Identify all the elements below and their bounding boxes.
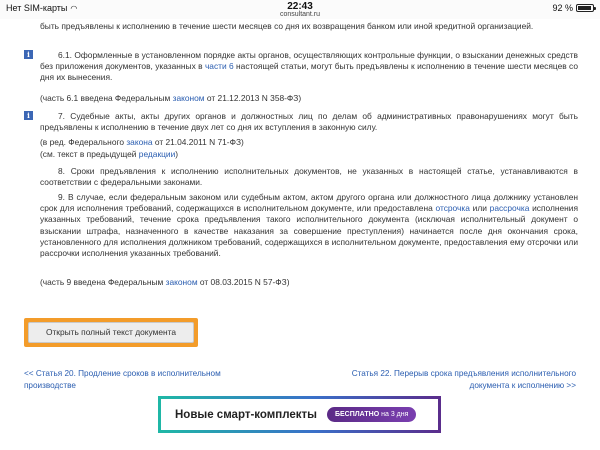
paragraph-text: быть предъявлены к исполнению в течение шести месяцев со дня их возвращения банком или иной кредитной организацией.	[40, 21, 534, 31]
note-text: (часть 9 введена Федеральным	[40, 277, 166, 287]
note-text: (в ред. Федерального	[40, 137, 127, 147]
wifi-icon: ◠	[70, 4, 78, 13]
link-part-6[interactable]: части 6	[204, 61, 234, 72]
paragraph-text: или	[469, 203, 490, 214]
battery-fill	[578, 6, 591, 10]
paragraph-6-1	[40, 50, 578, 84]
note-text: от 08.03.2015 N 57-ФЗ)	[197, 277, 290, 287]
info-icon[interactable]: i	[24, 50, 33, 59]
paragraph-text: 7. Судебные акты, акты других органов и должностных лиц по делам об административных правонарушениях могут быть предъявлены к исполнению в течение двух лет со дня их вступления в законную силу.	[40, 111, 578, 133]
paragraph-7	[40, 111, 578, 133]
paragraph-text: 8. Сроки предъявления к исполнению исполнительных документов, не указанных в настоящей статье, устанавливаются в соответствии с федеральными законами.	[40, 166, 578, 188]
document-content	[0, 19, 600, 450]
battery-indicator	[552, 3, 594, 13]
paragraph-top	[40, 21, 578, 32]
prev-article-link[interactable]: << Статья 20. Продление сроков в исполнительном производстве	[24, 369, 221, 390]
link-deferral[interactable]: отсрочка	[435, 203, 470, 214]
note-7-prev	[40, 149, 578, 160]
note-text: (часть 6.1 введена Федеральным	[40, 93, 173, 103]
link-previous-edition[interactable]: редакции	[138, 149, 176, 159]
free-trial-badge	[327, 407, 416, 422]
badge-bold-text: БЕСПЛАТНО	[334, 411, 380, 418]
paragraph-text: настоящей статьи, могут быть предъявлены к исполнению в течение шести месяцев со дня их вынесения.	[40, 61, 579, 83]
paragraph-text: 6.1. Оформленные в установленном порядке акты органов, осуществляющих контрольные функции, о взыскании денежных средств без приложения документов, указанных в	[40, 50, 578, 72]
open-full-text-highlight	[24, 318, 198, 347]
link-installment[interactable]: рассрочка	[489, 203, 530, 214]
carrier-text: Нет SIM-карты	[6, 3, 68, 13]
banner-title: Новые смарт-комплекты	[175, 408, 317, 421]
note-9	[40, 277, 578, 288]
clock: 22:43	[287, 1, 313, 12]
info-icon[interactable]: i	[24, 111, 33, 120]
note-text: от 21.04.2011 N 71-ФЗ)	[152, 137, 244, 147]
page-url[interactable]: consultant.ru	[279, 11, 321, 18]
paragraph-9	[40, 192, 578, 259]
paragraph-text: исполнения указанных требований, течение срока предъявления такого исполнительного документа (исключая исполнительный документ о взыскании штрафа, назначенного в качестве наказания за совершение преступления) начинается после дня окончания срока, установленного для исполнения должником требований, содержащихся в исполнительном документе, предоставления ему отсрочки или рассрочки исполнения указанных требований.	[40, 203, 578, 259]
note-6-1	[40, 93, 578, 104]
note-text: (см. текст в предыдущей	[40, 149, 139, 159]
battery-icon	[576, 4, 594, 12]
note-7	[40, 137, 578, 148]
paragraph-text: 9. В случае, если федеральным законом или судебным актом, актом другого органа или должностного лица должнику установлен срок для исполнения требований, содержащихся в исполнительном документе, или предоставлена	[40, 192, 578, 214]
open-full-text-button[interactable]: Открыть полный текст документа	[28, 322, 194, 343]
note-text: от 21.12.2013 N 358-ФЗ)	[204, 93, 302, 103]
note-text: )	[175, 149, 179, 159]
paragraph-8	[40, 166, 578, 188]
battery-percent: 92 %	[552, 3, 573, 13]
link-law-71[interactable]: закона	[126, 137, 153, 147]
next-article-link[interactable]: Статья 22. Перерыв срока предъявления исполнительного документа к исполнению >>	[351, 369, 576, 390]
badge-rest-text: на 3 дня	[379, 411, 409, 418]
status-bar	[0, 0, 600, 19]
link-law-358[interactable]: законом	[172, 93, 205, 103]
smart-kits-banner[interactable]	[158, 396, 441, 433]
link-law-57[interactable]: законом	[165, 277, 198, 287]
